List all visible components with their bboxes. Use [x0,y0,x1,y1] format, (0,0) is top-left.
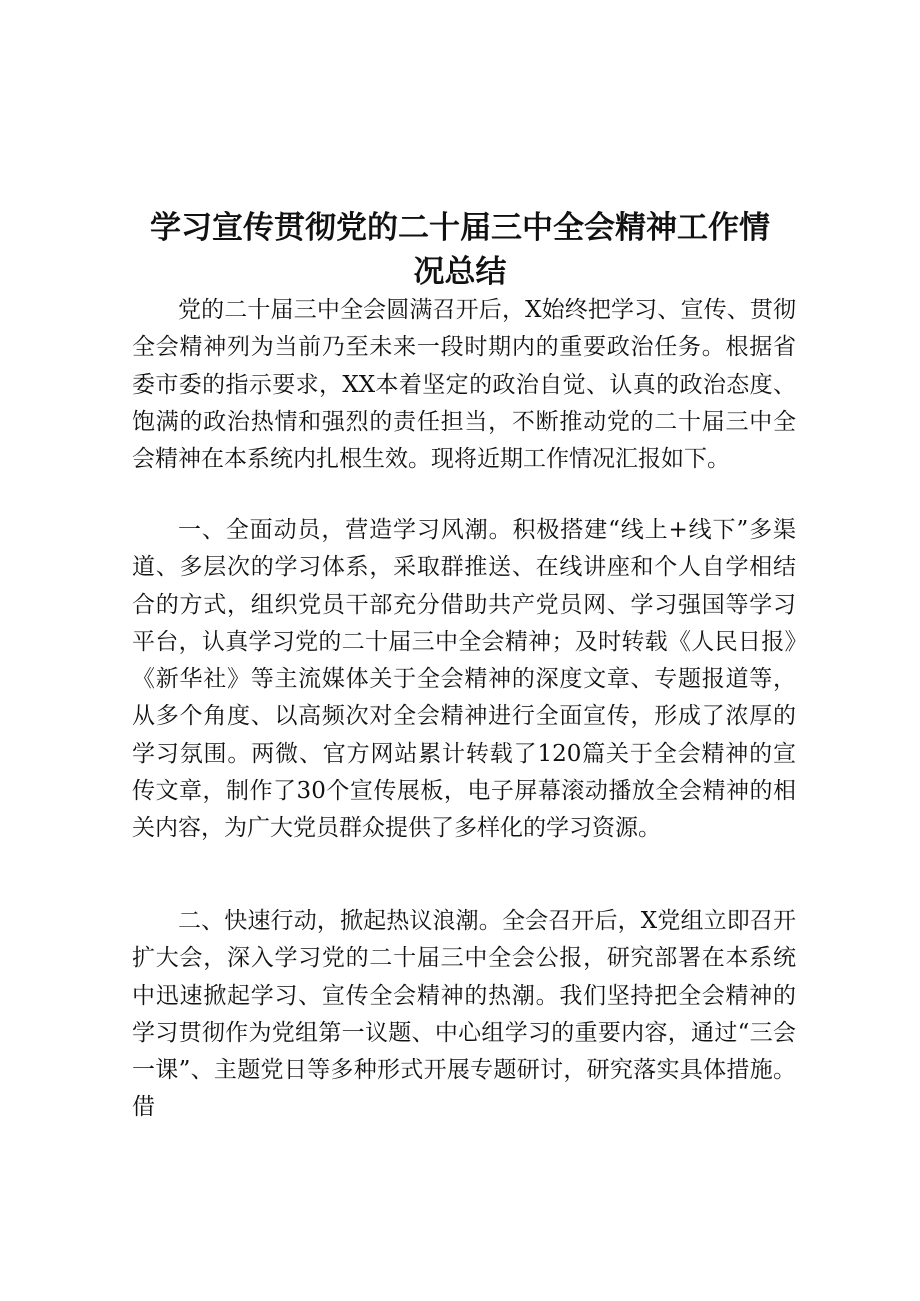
paragraph-intro: 党的二十届三中全会圆满召开后，X始终把学习、宣传、贯彻全会精神列为当前乃至未来一段时期内的重要政治任务。根据省委市委的指示要求，XX本着坚定的政治自觉、认真的政治态度、饱满的政治热情和强烈的责任担当，不断推动党的二十届三中全会精神在本系统内扎根生效。现将近期工作情况汇报如下。 [132,297,796,473]
document-title-line-2: 况总结 [413,254,507,290]
paragraph-section-two: 二、快速行动，掀起热议浪潮。全会召开后，X党组立即召开扩大会，深入学习党的二十届三中全会公报，研究部署在本系统中迅速掀起学习、宣传全会精神的热潮。我们坚持把全会精神的学习贯彻作为党组第一议题、中心组学习的重要内容，通过“三会一课”、主题党日等多种形式开展专题研讨，研究落实具体措施。借 [132,908,796,1121]
document-title-line-1: 学习宣传贯彻党的二十届三中全会精神工作情 [150,210,770,246]
paragraph-section-one: 一、全面动员，营造学习风潮。积极搭建“线上+线下”多渠道、多层次的学习体系，采取群推送、在线讲座和个人自学相结合的方式，组织党员干部充分借助共产党员网、学习强国等学习平台，认真学习党的二十届三中全会精神；及时转载《人民日报》《新华社》等主流媒体关于全会精神的深度文章、专题报道等，从多个角度、以高频次对全会精神进行全面宣传，形成了浓厚的学习氛围。两微、官方网站累计转载了120篇关于全会精神的宣传文章，制作了30个宣传展板，电子屏幕滚动播放全会精神的相关内容，为广大党员群众提供了多样化的学习资源。 [132,517,796,842]
